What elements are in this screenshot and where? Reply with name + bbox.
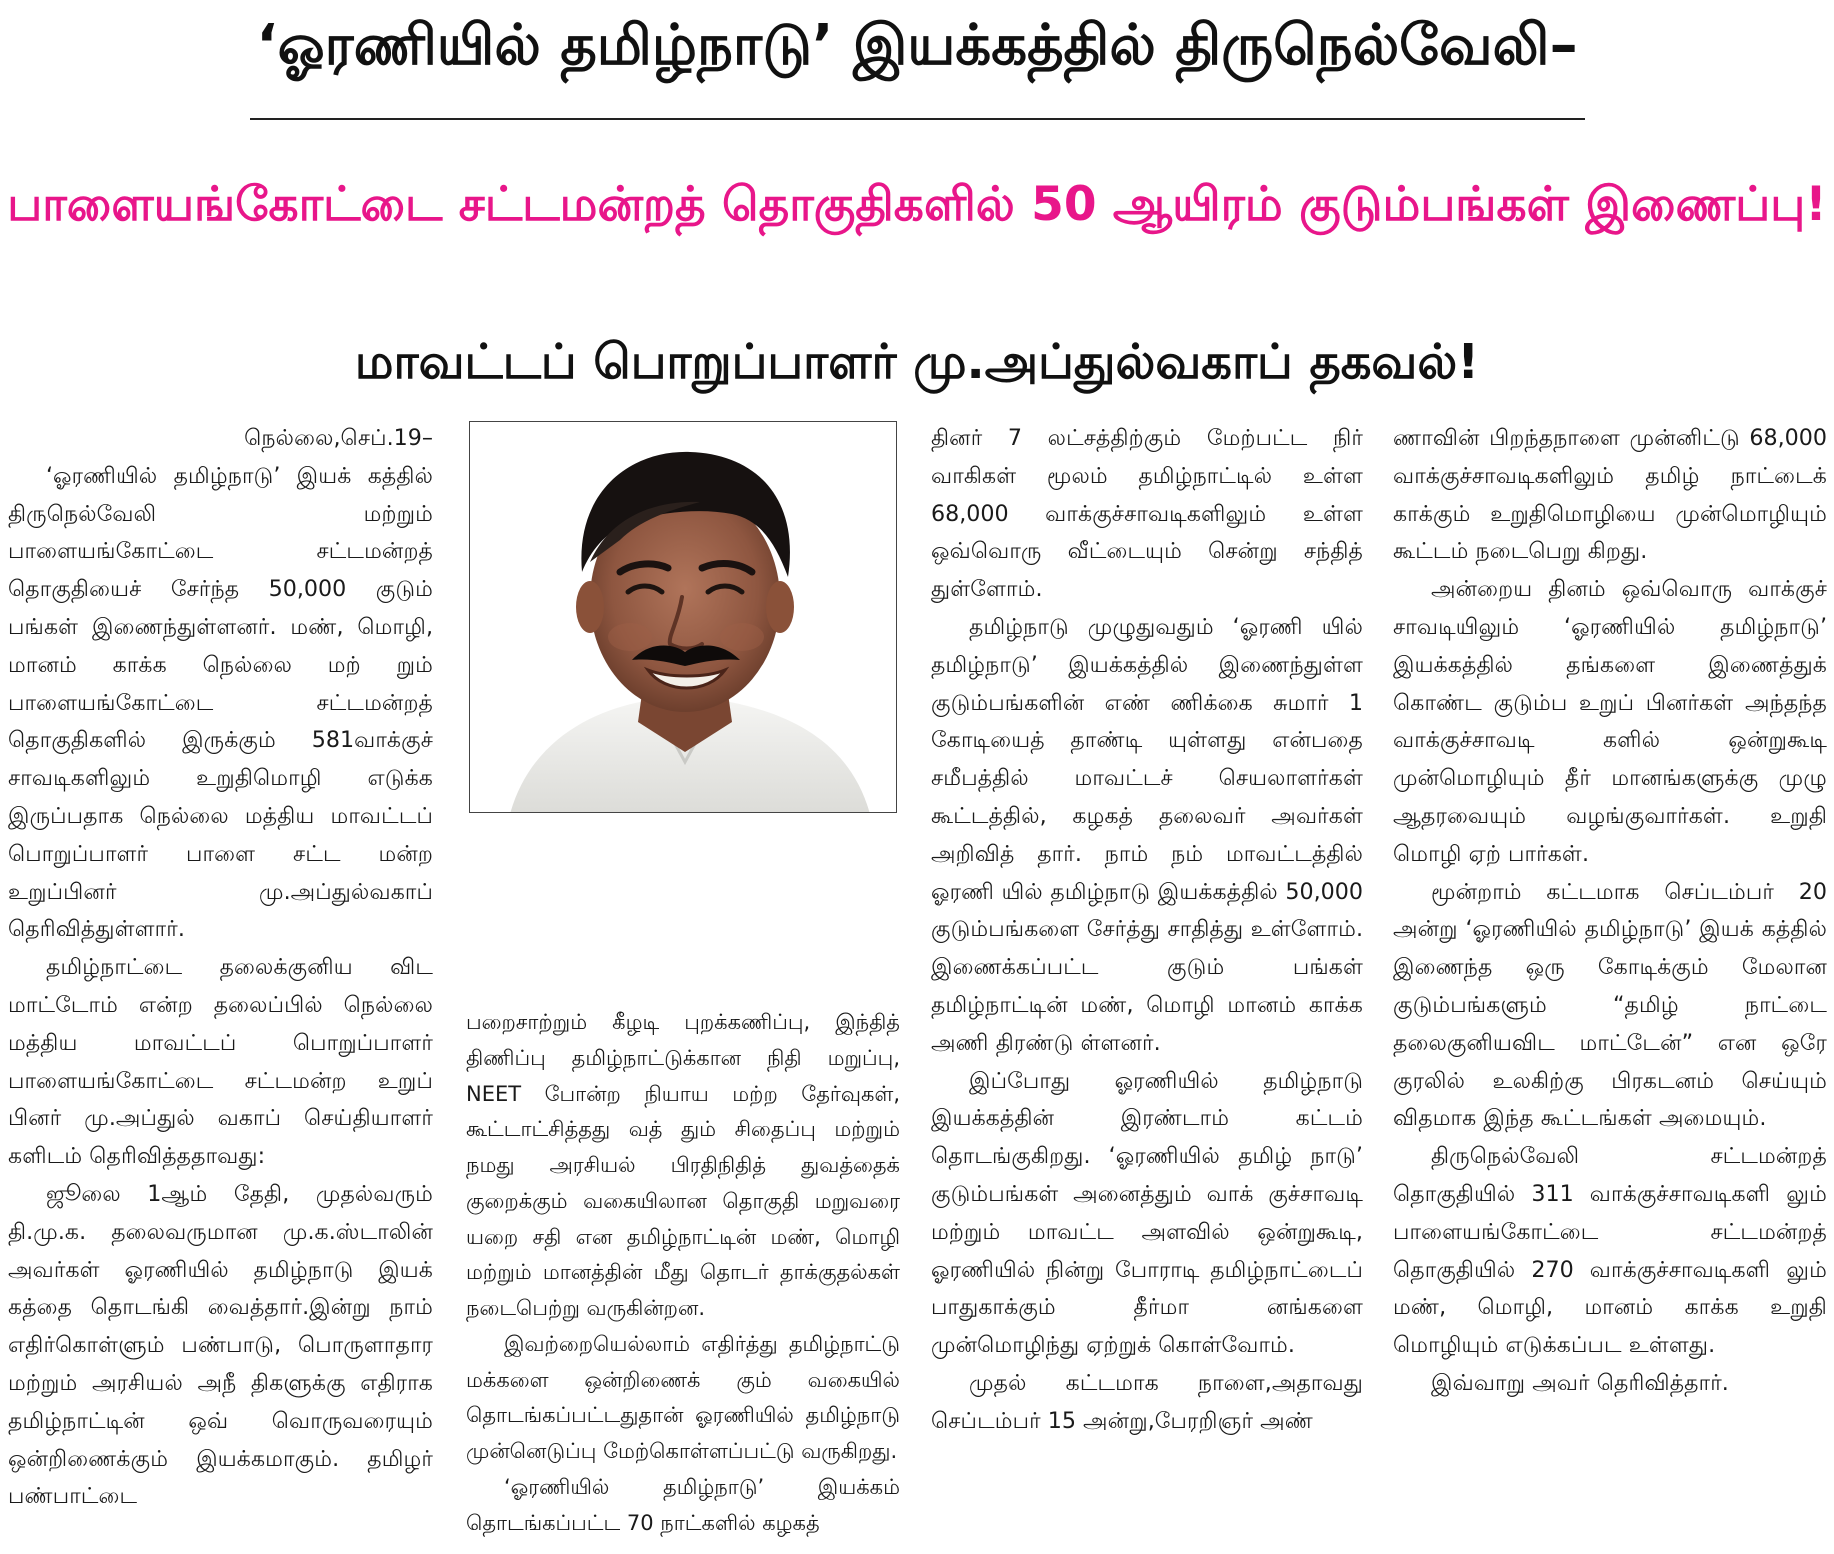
article-paragraph: அன்றைய தினம் ஒவ்வொரு வாக்குச் சாவடியிலும் ‘ஓரணியில் தமிழ்நாடு’ இயக்கத்தில் தங்களை இணைத்துக் கொண்ட குடும்ப உறுப் பினர்கள் அந்தந்த வாக்குச்சாவடி களில் ஒன்றுகூடி முன்மொழியும் தீர் மானங்களுக்கு முழு ஆதரவையும் வழங்குவார்கள். உறுதி மொழி ஏற் பார்கள். [1393, 576, 1827, 867]
article-paragraph: ஜூலை 1ஆம் தேதி, முதல்வரும் தி.மு.க. தலைவருமான மு.க.ஸ்டாலின் அவர்கள் ஓரணியில் தமிழ்நாடு இயக் கத்தை தொடங்கி வைத்தார்.இன்று நாம் எதிர்கொள்ளும் பண்பாடு, பொருளாதார மற்றும் அரசியல் அநீ திகளுக்கு எதிராக தமிழ்நாட்டின் ஒவ் வொருவரையும் ஒன்றிணைக்கும் இயக்கமாகும். தமிழர் பண்பாட்டை [8, 1180, 433, 1510]
article-paragraph: இவற்றையெல்லாம் எதிர்த்து தமிழ்நாட்டு மக்களை ஒன்றிணைக் கும் வகையில் தொடங்கப்பட்டதுதான் ஓரணியில் தமிழ்நாடு முன்னெடுப்பு மேற்கொள்ளப்பட்டு வருகிறது. [466, 1331, 900, 1463]
article-paragraph: திருநெல்வேலி சட்டமன்றத் தொகுதியில் 311 வாக்குச்சாவடிகளி லும் பாளையங்கோட்டை சட்டமன்றத் தொகுதியில் 270 வாக்குச்சாவடிகளி லும் மண், மொழி, மானம் காக்க உறுதி மொழியும் எடுக்கப்பட உள்ளது. [1393, 1143, 1827, 1359]
main-headline: பாளையங்கோட்டை சட்டமன்றத் தொகுதிகளில் 50 ஆயிரம் குடும்பங்கள் இணைப்பு! [7, 177, 1827, 232]
article-paragraph: ‘ஓரணியில் தமிழ்நாடு’ இயக் கத்தில் திருநெல்வேலி மற்றும் பாளையங்கோட்டை சட்டமன்றத் தொகுதியைச் சேர்ந்த 50,000 குடும் பங்கள் இணைந்துள்ளனர். மண், மொழி, மானம் காக்க நெல்லை மற் றும் பாளையங்கோட்டை சட்டமன்றத் தொகுதிகளில் இருக்கும் 581வாக்குச் சாவடிகளிலும் உறுதிமொழி எடுக்க இருப்பதாக நெல்லை மத்திய மாவட்டப் பொறுப்பாளர் பாளை சட்ட மன்ற உறுப்பினர் மு.அப்துல்வகாப் தெரிவித்துள்ளார். [8, 462, 433, 943]
article-paragraph: முதல் கட்டமாக நாளை,அதாவது செப்டம்பர் 15 அன்று,பேரறிஞர் அண் [931, 1369, 1363, 1434]
article-column-3 [931, 420, 1363, 1441]
article-paragraph: இப்போது ஓரணியில் தமிழ்நாடு இயக்கத்தின் இரண்டாம் கட்டம் தொடங்குகிறது. ‘ஓரணியில் தமிழ் நாடு’ குடும்பங்கள் அனைத்தும் வாக் குச்சாவடி மற்றும் மாவட்ட அளவில் ஒன்றுகூடி, ஓரணியில் நின்று போராடி தமிழ்நாட்டைப் பாதுகாக்கும் தீர்மா னங்களை முன்மொழிந்து ஏற்றுக் கொள்வோம். [931, 1067, 1363, 1359]
dateline: நெல்லை,செப்.19– [244, 425, 433, 451]
article-paragraph: பறைசாற்றும் கீழடி புறக்கணிப்பு, இந்தித் திணிப்பு தமிழ்நாட்டுக்கான நிதி மறுப்பு, NEET போன்ற நியாய மற்ற தேர்வுகள், கூட்டாட்சித்தது வத் தும் சிதைப்பு மற்றும் நமது அரசியல் பிரதிநிதித் துவத்தைக் குறைக்கும் வகையிலான தொகுதி மறுவரை யறை சதி என தமிழ்நாட்டின் மண், மொழி மற்றும் மானத்தின் மீது தொடர் தாக்குதல்கள் நடைபெற்று வருகின்றன. [466, 1010, 900, 1320]
article-paragraph: மூன்றாம் கட்டமாக செப்டம்பர் 20 அன்று ‘ஓரணியில் தமிழ்நாடு’ இயக் கத்தில் இணைந்த ஒரு கோடிக்கும் மேலான குடும்பங்களும் “தமிழ் நாட்டை தலைகுனியவிட மாட்டேன்” என ஒரே குரலில் உலகிற்கு பிரகடனம் செய்யும் விதமாக இந்த கூட்டங்கள் அமையும். [1393, 878, 1827, 1132]
article-paragraph: தமிழ்நாட்டை தலைக்குனிய விட மாட்டோம் என்ற தலைப்பில் நெல்லை மத்திய மாவட்டப் பொறுப்பாளர் பாளையங்கோட்டை சட்டமன்ற உறுப் பினர் மு.அப்துல் வகாப் செய்தியாளர் களிடம் தெரிவித்ததாவது: [8, 954, 433, 1170]
article-paragraph: ‘ஓரணியில் தமிழ்நாடு’ இயக்கம் தொடங்கப்பட்ட 70 நாட்களில் கழகத் [466, 1474, 900, 1535]
article-column-1 [8, 420, 433, 1516]
article-paragraph: தினர் 7 லட்சத்திற்கும் மேற்பட்ட நிர் வாகிகள் மூலம் தமிழ்நாட்டில் உள்ள 68,000 வாக்குச்சாவடிகளிலும் உள்ள ஒவ்வொரு வீட்டையும் சென்று சந்தித் துள்ளோம். [931, 425, 1363, 603]
article-paragraph: ணாவின் பிறந்தநாளை முன்னிட்டு 68,000 வாக்குச்சாவடிகளிலும் தமிழ் நாட்டைக் காக்கும் உறுதிமொழியை முன்மொழியும் கூட்டம் நடைபெறு கிறது. [1393, 425, 1827, 565]
kicker-underline [250, 118, 1585, 120]
article-paragraph: தமிழ்நாடு முழுதுவதும் ‘ஓரணி யில் தமிழ்நாடு’ இயக்கத்தில் இணைந்துள்ள குடும்பங்களின் எண் ணிக்கை சுமார் 1 கோடியைத் தாண்டி யுள்ளது என்பதை சமீபத்தில் மாவட்டச் செயலாளர்கள் கூட்டத்தில், கழகத் தலைவர் அவர்கள் அறிவித் தார். நாம் நம் மாவட்டத்தில் ஓரணி யில் தமிழ்நாடு இயக்கத்தில் 50,000 குடும்பங்களை சேர்த்து சாதித்து உள்ளோம். இணைக்கப்பட்ட குடும் பங்கள் தமிழ்நாட்டின் மண், மொழி மானம் காக்க அணி திரண்டு ள்ளனர். [931, 613, 1363, 1056]
portrait-photo [469, 421, 897, 813]
article-signoff: இவ்வாறு அவர் தெரிவித்தார். [1431, 1369, 1729, 1396]
portrait-man-smiling-icon [470, 422, 897, 813]
kicker-headline: ‘ஓரணியில் தமிழ்நாடு’ இயக்கத்தில் திருநெல்வேலி– [256, 13, 1578, 78]
article-column-2 [466, 1005, 900, 1541]
article-column-4 [1393, 420, 1827, 1403]
sub-headline: மாவட்டப் பொறுப்பாளர் மு.அப்துல்வகாப் தகவல்! [354, 334, 1480, 390]
